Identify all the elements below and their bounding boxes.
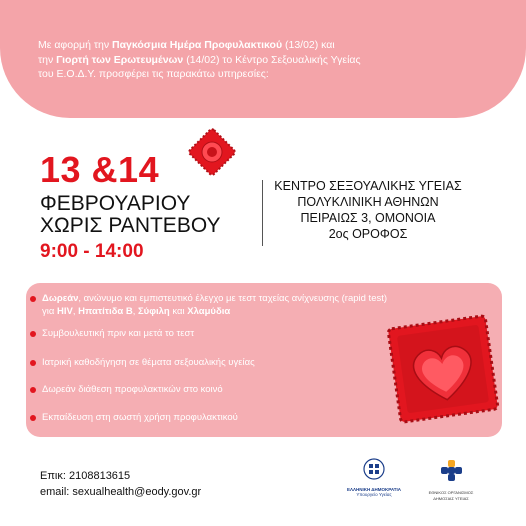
ministry-label: ΕΛΛΗΝΙΚΗ ΔΗΜΟΚΡΑΤΙΑ — [346, 487, 402, 492]
eody-label: ΕΘΝΙΚΟΣ ΟΡΓΑΝΙΣΜΟΣ — [428, 490, 474, 495]
intro-highlight-condom-day: Παγκόσμια Ημέρα Προφυλακτικού — [112, 39, 283, 51]
service-text: Δωρεάν διάθεση προφυλακτικών στο κοινό — [42, 384, 223, 395]
address-line: ΚΕΝΤΡΟ ΣΕΞΟΥΑΛΙΚΗΣ ΥΓΕΙΑΣ — [274, 179, 462, 193]
service-text: , — [132, 305, 138, 317]
eody-label: ΔΗΜΟΣΙΑΣ ΥΓΕΙΑΣ — [433, 496, 469, 501]
intro-text-part: την — [38, 53, 57, 66]
condom-wrapper-icon — [186, 126, 238, 178]
service-text: , — [72, 305, 79, 317]
service-text: και — [169, 305, 188, 317]
heart-condom-icon — [384, 310, 502, 428]
bullet-icon — [30, 360, 36, 366]
intro-text-part: Με αφορμή την — [38, 39, 112, 51]
greek-emblem-icon — [363, 458, 385, 480]
service-highlight: Σύφιλη — [137, 305, 170, 317]
service-highlight: HIV — [57, 305, 73, 317]
contact-phone: Επικ: 2108813615 — [40, 470, 131, 482]
service-text: Συμβουλευτική πριν και μετά το τεστ — [42, 328, 195, 339]
ministry-logo — [344, 458, 404, 508]
intro-text — [38, 38, 458, 82]
service-text: Ιατρική καθοδήγηση σε θέματα σεξουαλικής υγείας — [42, 357, 255, 368]
no-appointment-label: ΧΩΡΙΣ ΡΑΝΤΕΒΟΥ — [40, 214, 221, 237]
service-highlight: Ηπατίτιδα Β — [78, 305, 133, 317]
eody-cross-icon — [437, 458, 465, 484]
intro-text-part: (14/02) το Κέντρο Σεξουαλικής Υγείας — [183, 53, 361, 66]
bullet-icon — [30, 387, 36, 393]
service-highlight: Δωρεάν — [42, 293, 79, 304]
contact-email[interactable]: email: sexualhealth@eody.gov.gr — [40, 486, 202, 498]
service-text: Εκπαίδευση στη σωστή χρήση προφυλακτικού — [42, 412, 238, 423]
intro-text-part: του Ε.Ο.Δ.Υ. προσφέρει τις παρακάτω υπηρεσίες: — [38, 68, 269, 80]
address-block — [268, 178, 468, 242]
address-line: ΠΕΙΡΑΙΩΣ 3, ΟΜΟΝΟΙΑ — [300, 211, 436, 225]
intro-highlight-valentines: Γιορτή των Ερωτευμένων — [56, 53, 184, 66]
event-time: 9:00 - 14:00 — [40, 241, 144, 262]
bullet-icon — [30, 415, 36, 421]
service-highlight: Χλαμύδια — [187, 305, 231, 317]
ministry-label: Υπουργείο Υγείας — [356, 492, 392, 497]
bullet-icon — [30, 296, 36, 302]
address-line: 2ος ΟΡΟΦΟΣ — [328, 227, 408, 241]
divider — [262, 180, 263, 246]
event-month: ΦΕΒΡΟΥΑΡΙΟΥ — [40, 192, 191, 215]
bullet-icon — [30, 331, 36, 337]
service-text: για — [42, 305, 57, 317]
address-line: ΠΟΛΥΚΛΙΝΙΚΗ ΑΘΗΝΩΝ — [297, 195, 439, 209]
intro-text-part: (13/02) και — [282, 39, 335, 51]
eody-logo — [426, 458, 476, 508]
event-dates: 13 &14 — [40, 149, 160, 190]
service-text: , ανώνυμο και εμπιστευτικό έλεγχο με τεστ ταχείας ανίχνευσης (rapid test) — [78, 293, 388, 304]
